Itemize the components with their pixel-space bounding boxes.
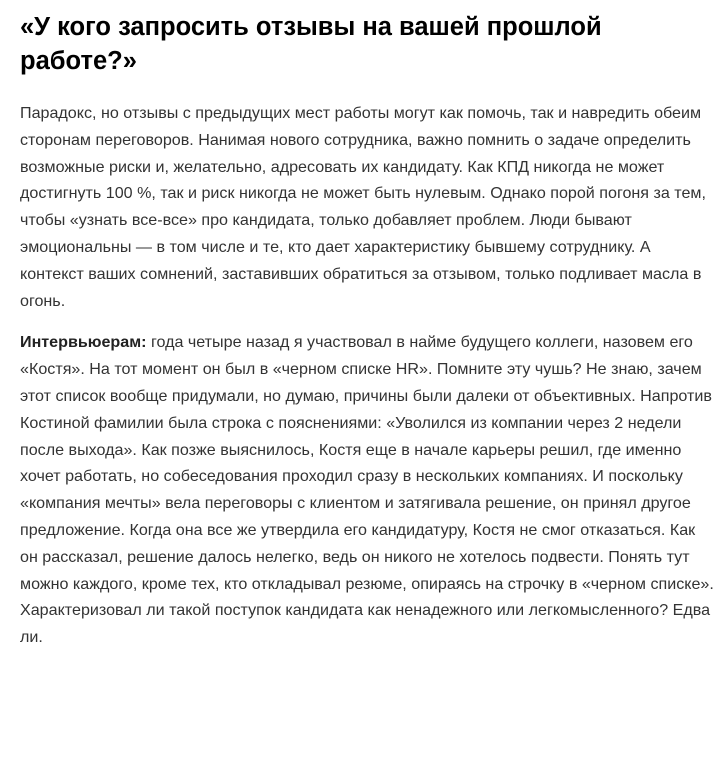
paragraph-lead-label: Интервьюерам: xyxy=(20,333,147,352)
paragraph-body: года четыре назад я участвовал в найме будущего коллеги, назовем его «Костя». На тот момент он был в «черном списке HR». Помните эту чушь? Не знаю, зачем этот список вообще придумали, но думаю, причины были далеки от объективных. Напротив Костиной фамилии была строка с пояснениями: «Уволился из компании через 2 недели после выхода». Как позже выяснилось, Костя еще в начале карьеры решил, где именно хочет работать, но собеседования проходил сразу в нескольких компаниях. И поскольку «компания мечты» вела переговоры с клиентом и затягивала решение, он принял другое предложение. Когда она все же утвердила его кандидатуру, Костя не смог отказаться. Как он рассказал, решение далось нелегко, ведь он никого не хотелось подвести. Понять тут можно каждого, кроме тех, кто откладывал резюме, опираясь на строчку в «черном списке». Характеризовал ли такой поступок кандидата как ненадежного или легкомысленного? Едва ли. xyxy=(20,333,714,647)
paragraph-interviewers xyxy=(20,329,714,651)
article xyxy=(20,10,714,651)
paragraph-intro: Парадокс, но отзывы с предыдущих мест работы могут как помочь, так и навредить обеим сторонам переговоров. Нанимая нового сотрудника, важно помнить о задаче определить возможные риски и, желательно, адресовать их кандидату. Как КПД никогда не может достигнуть 100 %, так и риск никогда не может быть нулевым. Однако порой погоня за тем, чтобы «узнать все-все» про кандидата, только добавляет проблем. Люди бывают эмоциональны — в том числе и те, кто дает характеристику бывшему сотруднику. А контекст ваших сомнений, заставивших обратиться за отзывом, только подливает масла в огонь. xyxy=(20,104,706,310)
article-title: «У кого запросить отзывы на вашей прошлой работе?» xyxy=(20,13,602,75)
